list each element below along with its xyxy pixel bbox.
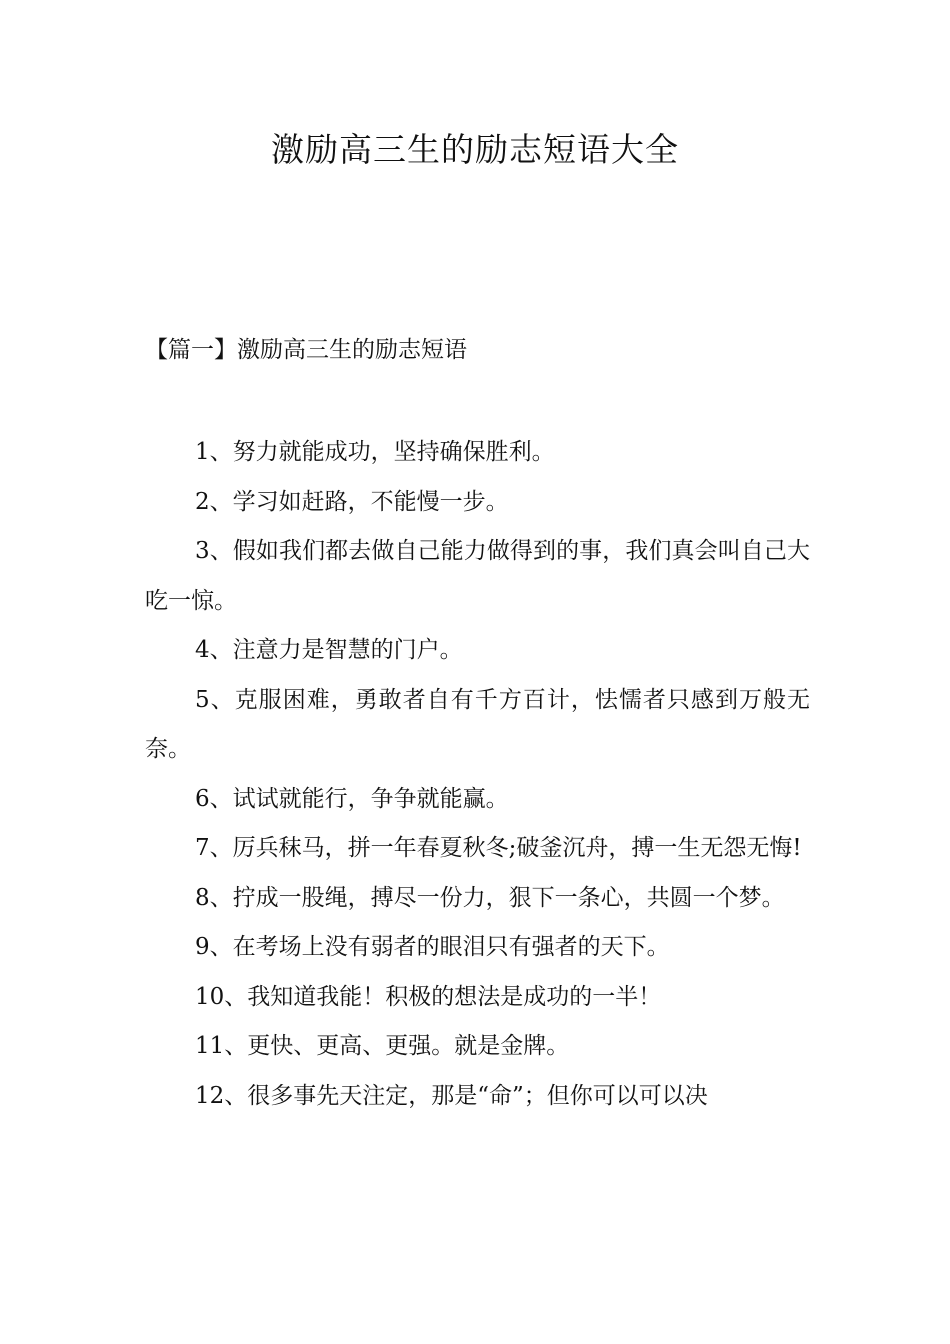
paragraph-10: 10、我知道我能！积极的想法是成功的一半！ [195,983,662,1010]
document-body [145,428,810,1121]
paragraph-7: 7、厉兵秣马，拼一年春夏秋冬;破釜沉舟，搏一生无怨无悔! [195,835,802,861]
document-title: 激励高三生的励志短语大全 [271,130,679,169]
section-heading: 【篇一】激励高三生的励志短语 [145,337,467,363]
paragraph-6: 6、试试就能行，争争就能赢。 [195,785,509,812]
paragraph-12: 12、很多事先天注定，那是“命”；但你可以可以决 [195,1082,708,1109]
paragraph-9: 9、在考场上没有弱者的眼泪只有强者的天下。 [195,934,670,960]
paragraph-3: 3、假如我们都去做自己能力做得到的事，我们真会叫自己大吃一惊。 [145,538,810,614]
paragraph-2: 2、学习如赶路，不能慢一步。 [195,488,509,515]
paragraph-8: 8、拧成一股绳，搏尽一份力，狠下一条心，共圆一个梦。 [195,884,785,911]
paragraph-11: 11、更快、更高、更强。就是金牌。 [195,1033,570,1059]
paragraph-5: 5、克服困难，勇敢者自有千方百计，怯懦者只感到万般无奈。 [145,686,810,762]
paragraph-1: 1、努力就能成功，坚持确保胜利。 [195,439,555,465]
paragraph-4: 4、注意力是智慧的门户。 [195,637,463,663]
